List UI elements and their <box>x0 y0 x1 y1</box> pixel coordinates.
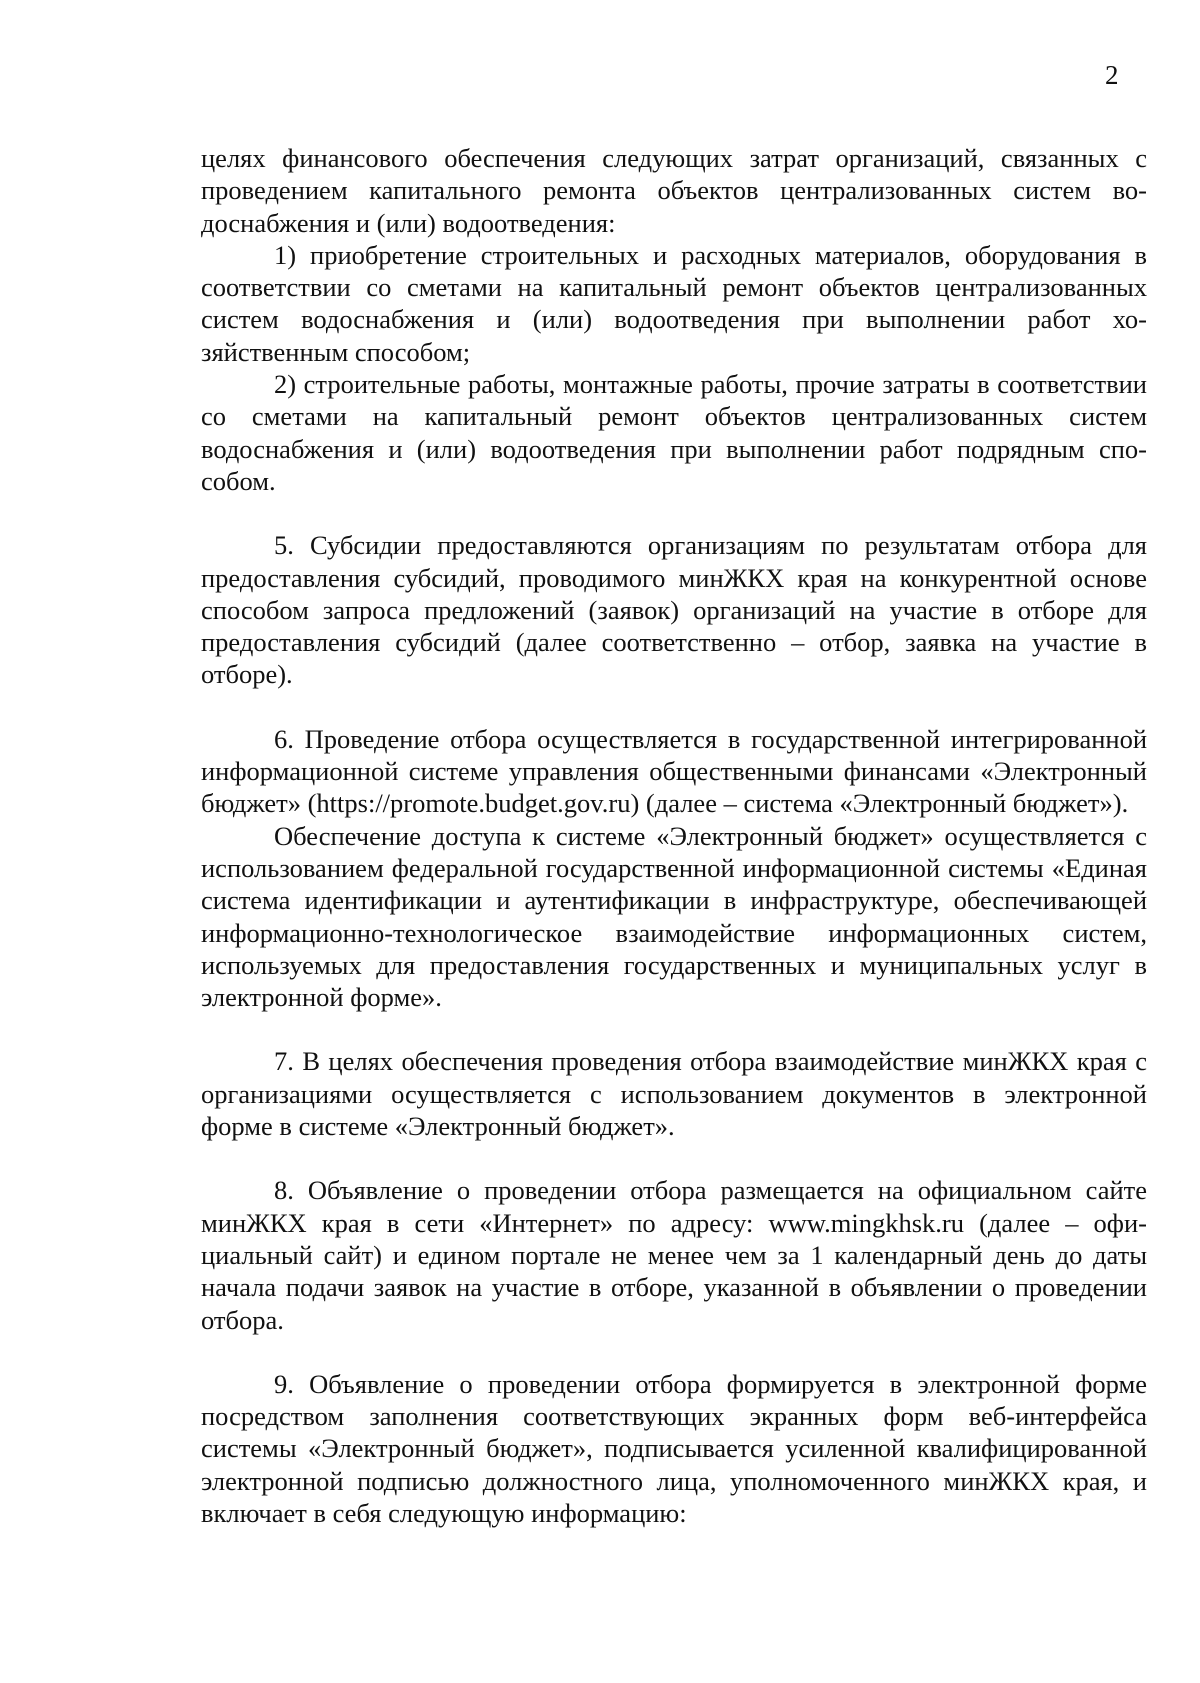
paragraph-intro-continuation: целях финансового обеспечения следующих затрат организаций, связанных с проведением капитального ремонта объектов централизованных систем водоснабжения и (или) водоотведения: <box>201 143 1147 238</box>
paragraph-7: 7. В целях обеспечения проведения отбора взаимодействие минЖКХ края с организациями осуществляется с использованием документов в электронной форме в системе «Электронный бюджет». <box>201 1046 1147 1142</box>
paragraph-9: 9. Объявление о проведении отбора формируется в электронной форме посредством заполнения соответствующих экранных форм веб-интерфейса системы «Электронный бюджет», подписывается усиленной квалифицированной электронной подписью должностного лица, уполномоченного минЖКХ края, и включает в себя следующую информацию: <box>201 1368 1147 1528</box>
paragraph-5: 5. Субсидии предоставляются организациям по результатам отбора для предоставления субсидий, проводимого минЖКХ края на конкурентной основе способом запроса предложений (заявок) организаций на участие в отборе для предоставления субсидий (далее соответственно – отбор, заявка на участие в отборе). <box>201 530 1147 690</box>
paragraph-6: 6. Проведение отбора осуществляется в государственной интегрированной информационной системе управления общественными финансами «Электронный бюджет» (https://promote.budget.gov.ru) (далее – система «Электронный бюджет»). <box>201 723 1147 819</box>
paragraph-6-access: Обеспечение доступа к системе «Электронный бюджет» осуществляется с использованием федеральной государственной информационной системы «Единая система идентификации и аутентификации в инфраструктуре, обеспечивающей информационно-технологическое взаимодействие информационных систем, используемых для предоставления государственных и муниципальных услуг в электронной форме». <box>201 820 1147 1013</box>
document-body <box>201 142 1147 1529</box>
page-number: 2 <box>1105 60 1119 90</box>
paragraph-8: 8. Объявление о проведении отбора размещается на официальном сайте минЖКХ края в сети «Интернет» по адресу: www.mingkhsk.ru (далее – официальный сайт) и едином портале не менее чем за 1 календарный день до даты начала подачи заявок на участие в отборе, указанной в объявлении о проведении отбора. <box>201 1175 1147 1335</box>
paragraph-item-1: 1) приобретение строительных и расходных материалов, оборудования в соответствии со сметами на капитальный ремонт объектов централизованных систем водоснабжения и (или) водоотведения при выполнении работ хозяйственным способом; <box>201 239 1147 367</box>
paragraph-item-2: 2) строительные работы, монтажные работы, прочие затраты в соответствии со сметами на капитальный ремонт объектов централизованных систем водоснабжения и (или) водоотведения при выполнении работ подрядным способом. <box>201 369 1147 496</box>
